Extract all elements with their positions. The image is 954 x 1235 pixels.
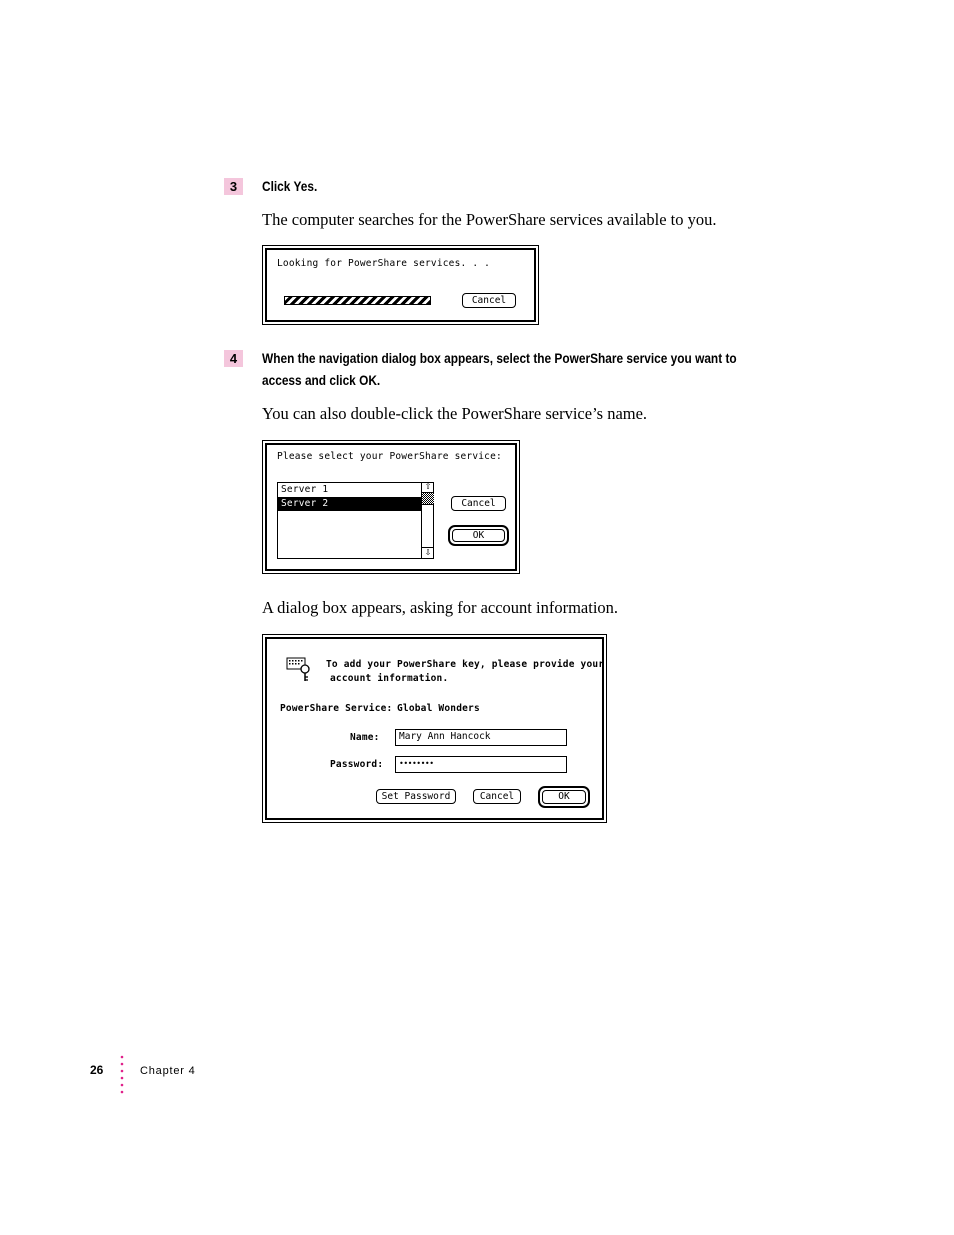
account-message-line2: account information.	[330, 673, 449, 684]
list-item-selected[interactable]: Server 2	[278, 497, 421, 511]
step-3-body: The computer searches for the PowerShare services available to you.	[262, 210, 717, 229]
select-prompt: Please select your PowerShare service:	[277, 451, 502, 462]
name-label: Name:	[350, 732, 380, 743]
step-3-heading: Click Yes.	[262, 179, 318, 194]
searching-message: Looking for PowerShare services. . .	[277, 258, 491, 269]
set-password-button[interactable]: Set Password	[376, 789, 456, 804]
account-message-line1: To add your PowerShare key, please provide your	[326, 659, 605, 670]
step-4-heading-line1: When the navigation dialog box appears, select the PowerShare service you want to	[262, 351, 737, 366]
list-item[interactable]: Server 1	[281, 484, 329, 495]
search-progress-bar	[284, 296, 431, 305]
account-dialog-intro: A dialog box appears, asking for account information.	[262, 598, 619, 617]
scrollbar[interactable]	[421, 482, 434, 559]
scroll-down-arrow-icon[interactable]: ⇩	[422, 547, 434, 558]
step-4-body: You can also double-click the PowerShare service’s name.	[262, 404, 648, 423]
service-list[interactable]	[277, 482, 434, 559]
searching-dialog	[262, 245, 539, 325]
cancel-button[interactable]: Cancel	[473, 789, 521, 804]
ok-button[interactable]: OK	[452, 529, 505, 542]
name-field[interactable]: Mary Ann Hancock	[395, 729, 567, 746]
service-label: PowerShare Service:	[280, 703, 393, 714]
password-field[interactable]: ••••••••	[395, 756, 567, 773]
ok-button[interactable]: OK	[542, 790, 586, 804]
step-3-badge: 3	[224, 178, 243, 195]
step-4-badge: 4	[224, 350, 243, 367]
cancel-button[interactable]: Cancel	[451, 496, 506, 511]
page-number: 26	[90, 1063, 104, 1077]
cancel-button[interactable]: Cancel	[462, 293, 516, 308]
key-icon	[286, 657, 314, 683]
dotted-divider	[119, 1054, 125, 1096]
account-info-dialog	[262, 634, 607, 823]
chapter-label: Chapter 4	[140, 1065, 196, 1077]
select-service-dialog	[262, 440, 520, 574]
scroll-up-arrow-icon[interactable]: ⇧	[422, 482, 434, 493]
service-value: Global Wonders	[397, 703, 480, 714]
scroll-thumb[interactable]	[422, 493, 434, 505]
step-4-heading-line2: access and click OK.	[262, 373, 381, 388]
password-label: Password:	[330, 759, 384, 770]
